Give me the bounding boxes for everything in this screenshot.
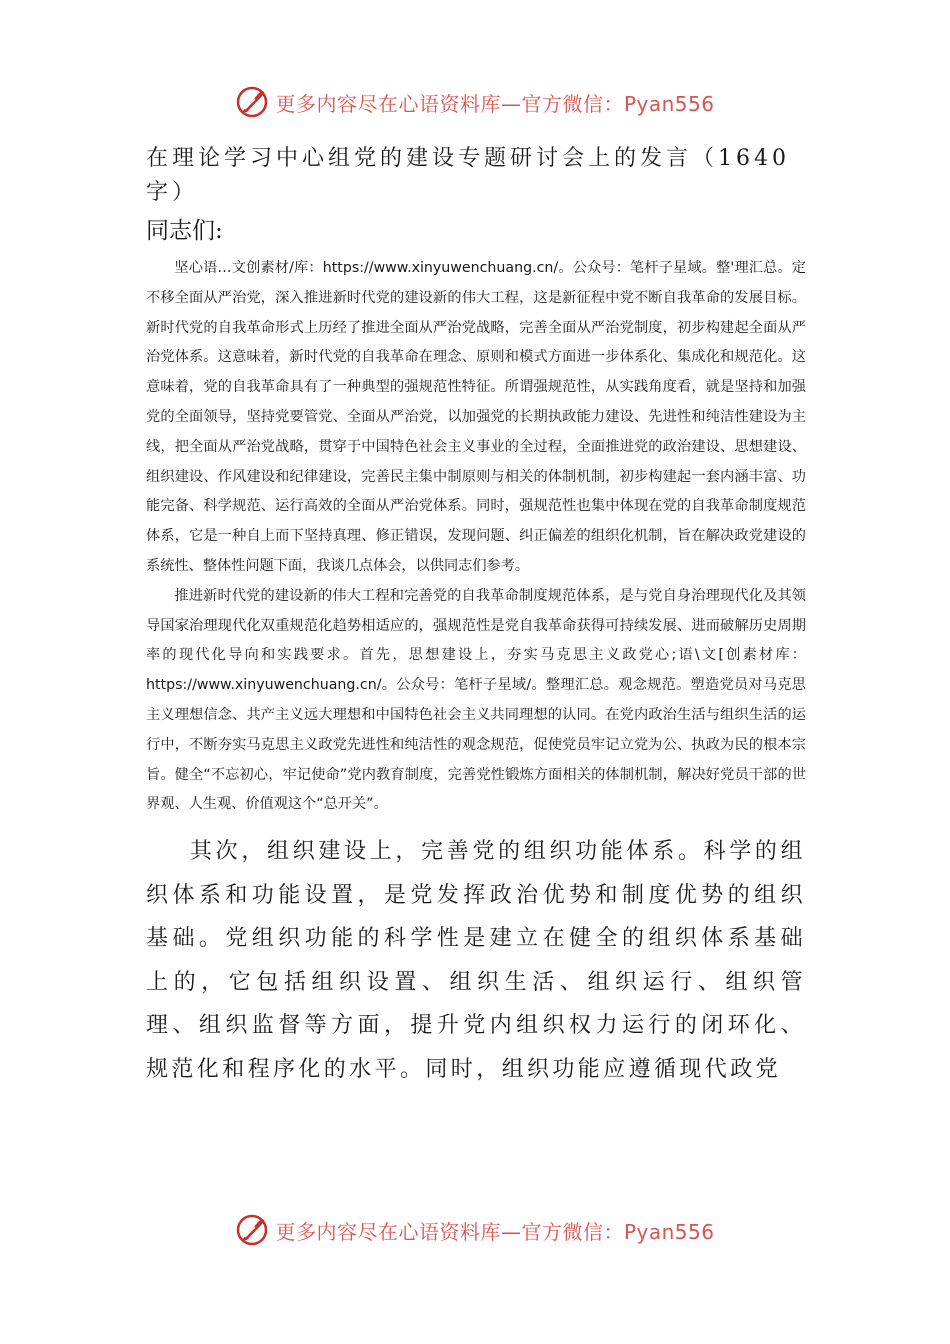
quill-logo-icon	[235, 1213, 269, 1247]
document-title: 在理论学习中心组党的建设专题研讨会上的发言（1640字）	[146, 146, 790, 205]
footer-banner	[0, 1210, 950, 1250]
paragraph-3: 其次，组织建设上，完善党的组织功能体系。科学的组织体系和功能设置，是党发挥政治优势和制度优势的组织基础。党组织功能的科学性是建立在健全的组织体系基础上的，它包括组织设置、组织生活、组织运行、组织管理、组织监督等方面，提升党内组织权力运行的闭环化、规范化和程序化的水平。同时，组织功能应遵循现代政党	[146, 839, 806, 1082]
paragraph-2: 推进新时代党的建设新的伟大工程和完善党的自我革命制度规范体系，是与党自身治理现代化及其领导国家治理现代化双重规范化趋势相适应的，强规范性是党自我革命获得可持续发展、进而破解历史周期率的现代化导向和实践要求。首先，思想建设上，夯实马克思主义政党心;语\文[创素材库：https://www.xinyuwenchuang.cn/。公众号：笔杆子星域/。整理汇总。观念规范。塑造党员对马克思主义理想信念、共产主义远大理想和中国特色社会主义共同理想的认同。在党内政治生活与组织生活的运行中，不断夯实马克思主义政党先进性和纯洁性的观念规范，促使党员牢记立党为公、执政为民的根本宗旨。健全“不忘初心，牢记使命”党内教育制度，完善党性锻炼方面相关的体制机制，解决好党员干部的世界观、人生观、价值观这个“总开关”。	[146, 587, 806, 813]
paragraph-1: 坚心语…文创素材/库：https://www.xinyuwenchuang.cn/。公众号：笔杆子星域。整'理汇总。定不移全面从严治党，深入推进新时代党的建设新的伟大工程，这是新征程中党不断自我革命的发展目标。新时代党的自我革命形式上历经了推进全面从严治党战略，完善全面从严治党制度，初步构建起全面从严治党体系。这意味着，新时代党的自我革命在理念、原则和模式方面进一步体系化、集成化和规范化。这意味着，党的自我革命具有了一种典型的强规范性特征。所谓强规范性，从实践角度看，就是坚持和加强党的全面领导，坚持党要管党、全面从严治党，以加强党的长期执政能力建设、先进性和纯洁性建设为主线，把全面从严治党战略，贯穿于中国特色社会主义事业的全过程，全面推进党的政治建设、思想建设、组织建设、作风建设和纪律建设，完善民主集中制原则与相关的体制机制，初步构建起一套内涵丰富、功能完备、科学规范、运行高效的全面从严治党体系。同时，强规范性也集中体现在党的自我革命制度规范体系，它是一种自上而下坚持真理、修正错误，发现问题、纠正偏差的组织化机制，旨在解决政党建设的系统性、整体性问题下面，我谈几点体会，以供同志们参考。	[146, 260, 806, 574]
header-banner	[0, 82, 950, 122]
document-body	[146, 142, 806, 1091]
quill-logo-icon	[235, 85, 269, 119]
greeting: 同志们:	[146, 218, 223, 244]
footer-banner-text: 更多内容尽在心语资料库—官方微信：Pyan556	[275, 1219, 715, 1244]
header-banner-text: 更多内容尽在心语资料库—官方微信：Pyan556	[275, 91, 715, 116]
